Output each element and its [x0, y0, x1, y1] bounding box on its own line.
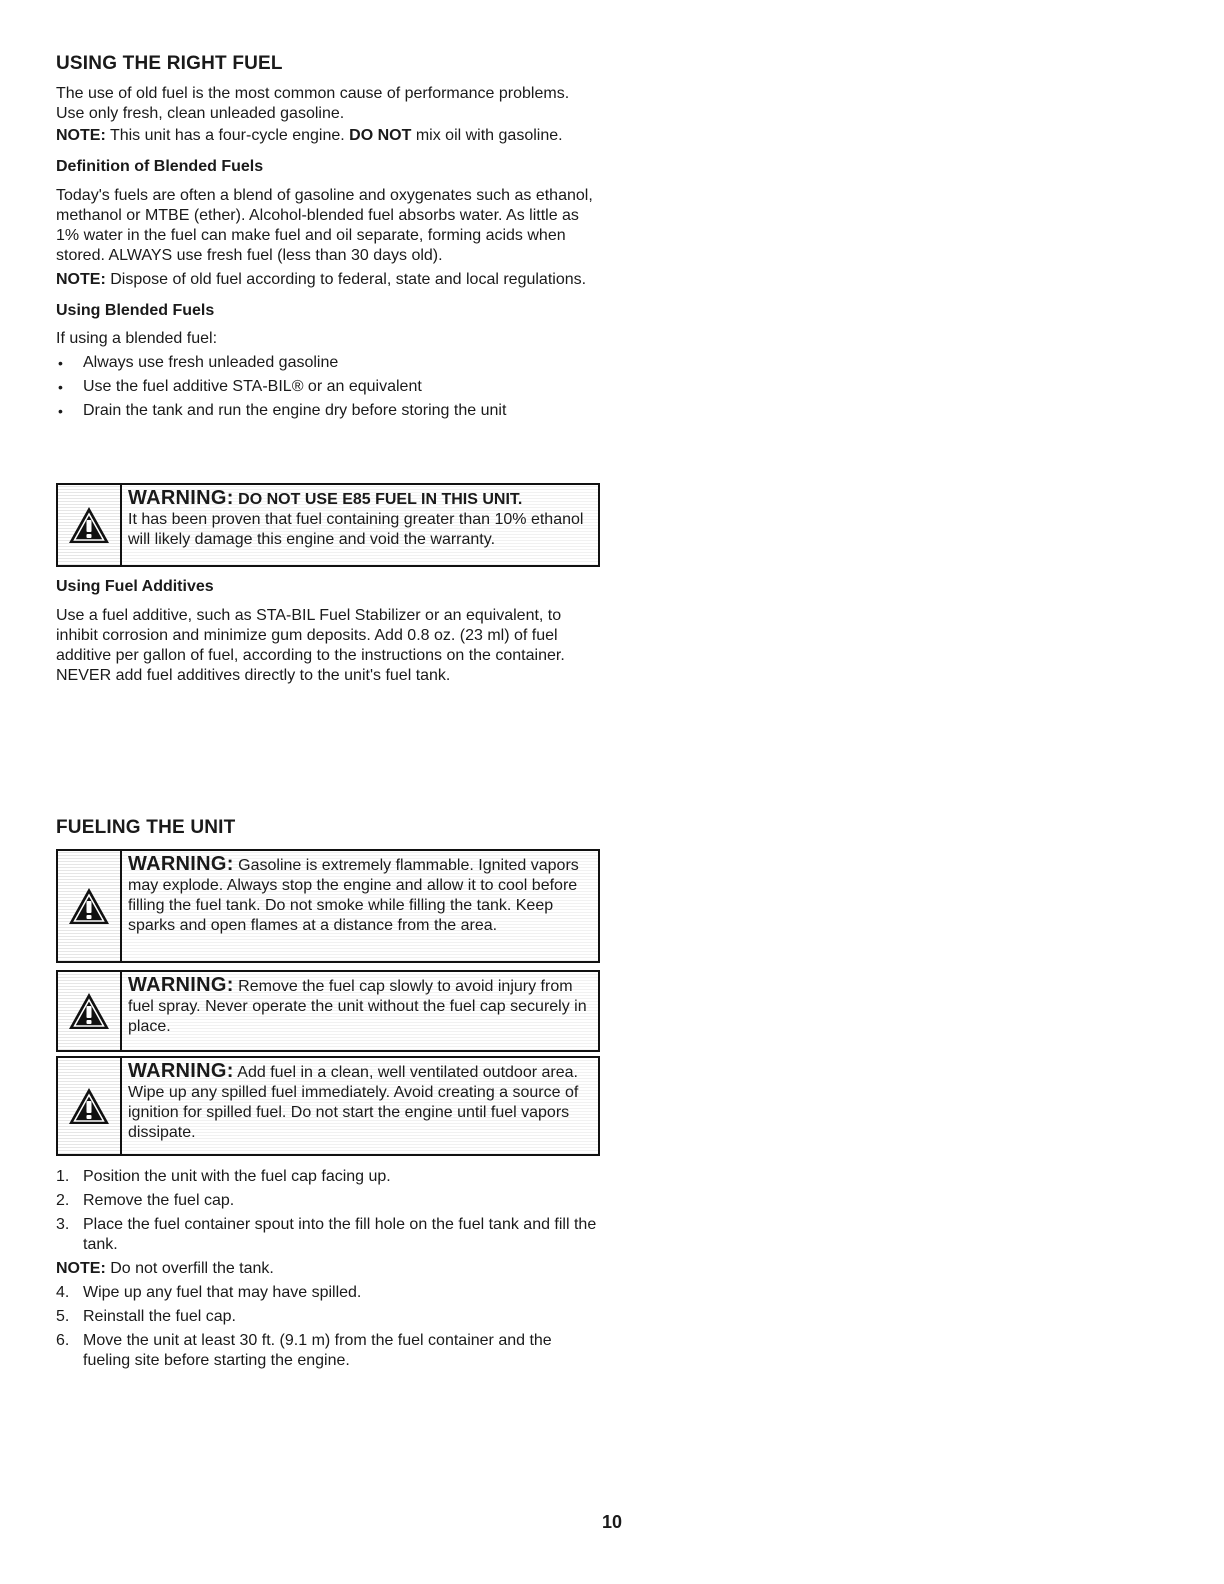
warning-triangle-icon: [67, 505, 111, 545]
warning-box-e85: [56, 483, 600, 567]
steps-list-a: [56, 1167, 598, 1255]
section-title: FUELING THE UNIT: [56, 817, 236, 838]
fueling-steps: [56, 1167, 598, 1375]
page-number: 10: [601, 1512, 623, 1532]
warning-icon-cell: [58, 851, 122, 961]
list-item: • Use the fuel additive STA-BIL® or an equivalent: [56, 377, 598, 397]
blended-intro: If using a blended fuel:: [56, 330, 218, 347]
blended-bullet-list: [56, 353, 598, 421]
list-item: 1. Position the unit with the fuel cap facing up.: [56, 1168, 391, 1185]
definition-heading: Definition of Blended Fuels: [56, 158, 264, 175]
warning-icon-cell: [58, 972, 122, 1050]
definition-paragraph: Today's fuels are often a blend of gasoline and oxygenates such as ethanol, methanol or MTBE (ether). Alcohol-blended fuel absorbs water. As little as 1% water in the fuel can make fuel and oil separate, forming acids when stored. ALWAYS use fresh fuel (less than 30 days old).: [56, 187, 593, 264]
list-item: 2. Remove the fuel cap.: [56, 1192, 235, 1209]
warning-text: WARNING: DO NOT USE E85 FUEL IN THIS UNIT. It has been proven that fuel containing greater than 10% ethanol will likely damage this engine and void the warranty.: [122, 485, 598, 565]
steps-list-b: [56, 1283, 598, 1371]
overfill-note: NOTE: Do not overfill the tank.: [56, 1260, 274, 1277]
warning-box-ventilation: [56, 1056, 600, 1156]
list-item: 3. Place the fuel container spout into the fill hole on the fuel tank and fill the tank.: [56, 1216, 597, 1253]
section-fuel-additives: [56, 578, 598, 686]
warning-box-fuel-cap: [56, 970, 600, 1052]
dispose-note: NOTE: Dispose of old fuel according to federal, state and local regulations.: [56, 271, 587, 288]
list-item: 5. Reinstall the fuel cap.: [56, 1308, 236, 1325]
list-item: • Always use fresh unleaded gasoline: [56, 353, 598, 373]
warning-triangle-icon: [67, 991, 111, 1031]
warning-icon-cell: [58, 485, 122, 565]
warning-triangle-icon: [67, 886, 111, 926]
warning-text: WARNING: Gasoline is extremely flammable. Ignited vapors may explode. Always stop the engine and allow it to cool before filling the fuel tank. Do not smoke while filling the tank. Keep sparks and open flames at a distance from the area.: [122, 851, 598, 961]
warning-text: WARNING: Remove the fuel cap slowly to avoid injury from fuel spray. Never operate the unit without the fuel cap securely in place.: [122, 972, 598, 1050]
section-using-right-fuel: [56, 53, 598, 425]
intro-paragraph: The use of old fuel is the most common cause of performance problems. Use only fresh, clean unleaded gasoline.: [56, 85, 570, 122]
additives-heading: Using Fuel Additives: [56, 578, 214, 595]
section-title: USING THE RIGHT FUEL: [56, 53, 283, 74]
four-cycle-note: NOTE: This unit has a four-cycle engine. DO NOT mix oil with gasoline.: [56, 127, 563, 144]
warning-icon-cell: [58, 1058, 122, 1154]
warning-triangle-icon: [67, 1086, 111, 1126]
list-item: 6. Move the unit at least 30 ft. (9.1 m) from the fuel container and the fueling site before starting the engine.: [56, 1332, 552, 1369]
additives-paragraph: Use a fuel additive, such as STA-BIL Fuel Stabilizer or an equivalent, to inhibit corrosion and minimize gum deposits. Add 0.8 oz. (23 ml) of fuel additive per gallon of fuel, according to the instructions on the container. NEVER add fuel additives directly to the unit's fuel tank.: [56, 607, 565, 684]
blended-heading: Using Blended Fuels: [56, 302, 215, 319]
section-fueling-unit: [56, 817, 598, 839]
warning-text: WARNING: Add fuel in a clean, well ventilated outdoor area. Wipe up any spilled fuel immediately. Avoid creating a source of ignition for spilled fuel. Do not start the engine until fuel vapors dissipate.: [122, 1058, 598, 1154]
list-item: • Drain the tank and run the engine dry before storing the unit: [56, 401, 598, 421]
list-item: 4. Wipe up any fuel that may have spilled.: [56, 1284, 362, 1301]
warning-box-flammable: [56, 849, 600, 963]
